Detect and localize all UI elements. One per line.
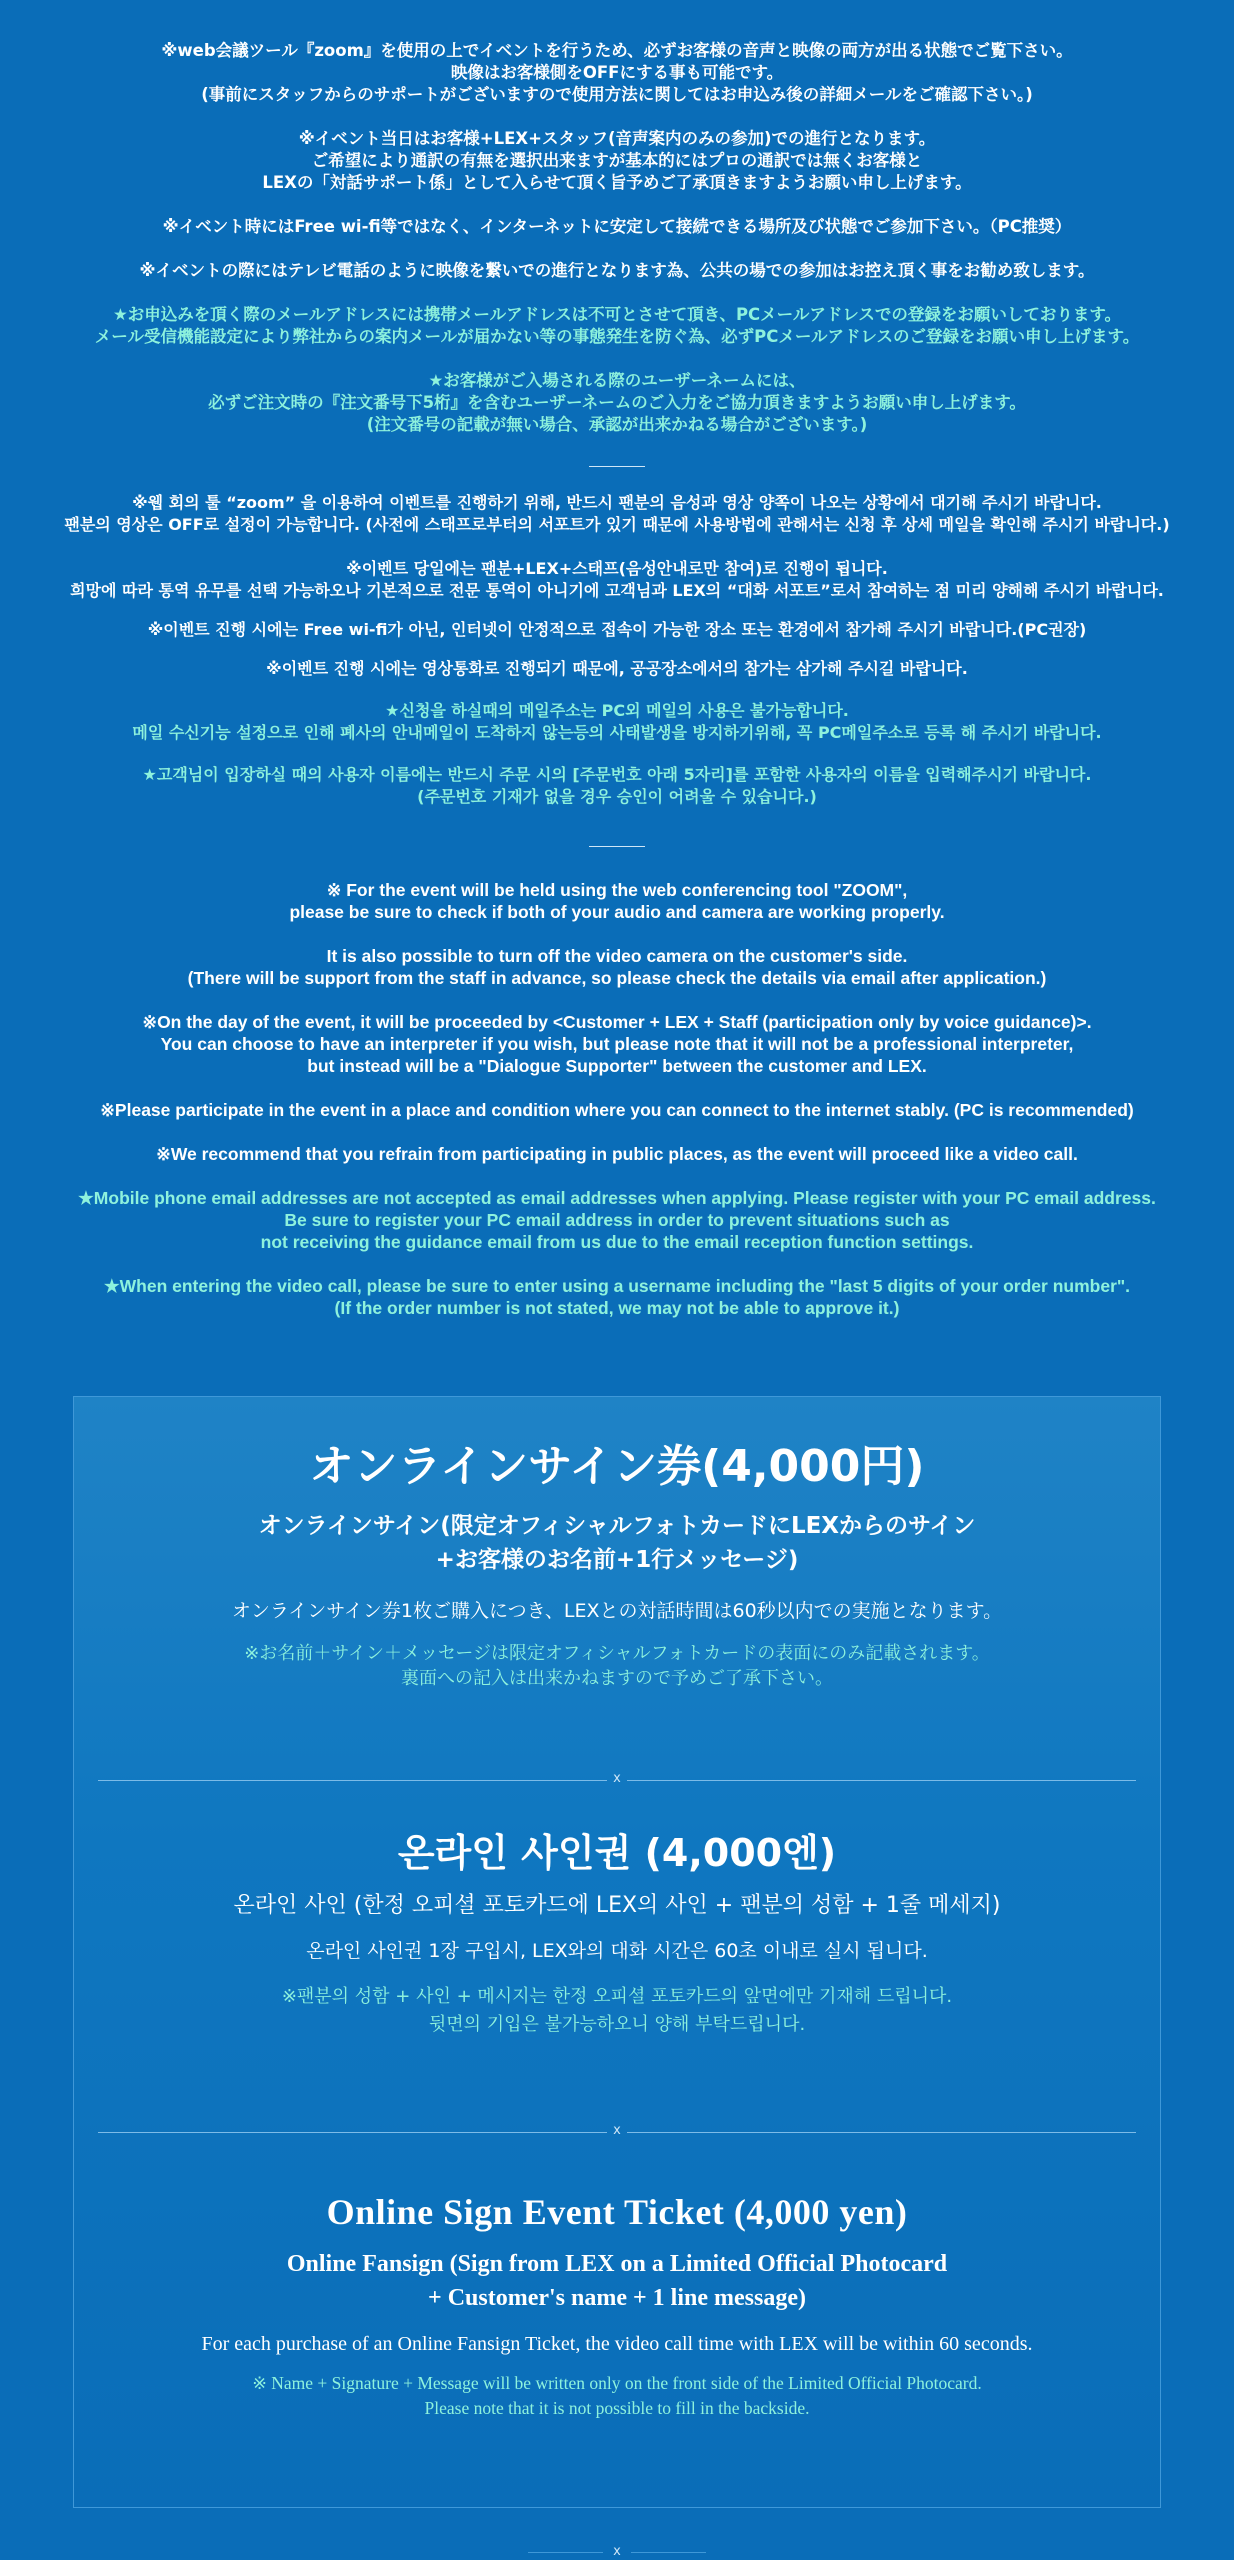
section-divider <box>589 846 645 847</box>
separator-line <box>627 2132 1136 2133</box>
note-line: 뒷면의 기입은 불가능하오니 양해 부탁드립니다. <box>428 2014 806 2035</box>
notices-english <box>0 879 1234 1319</box>
notice-en-2 <box>0 945 1234 989</box>
notice-line: ※We recommend that you refrain from participating in public places, as the event will proceed like a video call. <box>156 1144 1078 1164</box>
notice-line: ※イベントの際にはテレビ電話のように映像を繋いでの進行となります為、公共の場での参加はお控え頂く事をお勧め致します。 <box>139 261 1095 280</box>
notices-korean <box>0 492 1234 808</box>
notice-ko-1 <box>0 492 1234 536</box>
notice-ko-3 <box>0 619 1234 641</box>
separator-mark: x <box>613 2123 621 2138</box>
notice-line: 희망에 따라 통역 유무를 선택 가능하오나 기본적으로 전문 통역이 아니기에 고객님과 LEX의 “대화 서포트”로서 참여하는 점 미리 양해해 주시기 바랍니다. <box>70 581 1164 600</box>
notice-en-5 <box>0 1143 1234 1165</box>
notice-line: please be sure to check if both of your audio and camera are working properly. <box>289 902 945 922</box>
separator-line <box>631 2552 706 2553</box>
notice-line: 메일 수신기능 설정으로 인해 폐사의 안내메일이 도착하지 않는등의 사태발생을 방지하기위해, 꼭 PC메일주소로 등록 해 주시기 바랍니다. <box>132 723 1102 742</box>
bottom-separator <box>0 2544 1234 2558</box>
notice-line: (If the order number is not stated, we may not be able to approve it.) <box>334 1298 900 1318</box>
notice-line: but instead will be a "Dialogue Supporter" between the customer and LEX. <box>307 1056 927 1076</box>
notice-line: メール受信機能設定により弊社からの案内メールが届かない等の事態発生を防ぐ為、必ずPCメールアドレスのご登録をお願い申し上げます。 <box>94 327 1140 346</box>
notice-line: 팬분의 영상은 OFF로 설정이 가능합니다. (사전에 스태프로부터의 서포트가 있기 때문에 사용방법에 관해서는 신청 후 상세 메일을 확인해 주시기 바랍니다.) <box>64 515 1170 534</box>
notice-en-6 <box>0 1187 1234 1253</box>
notice-line: ご希望により通訳の有無を選択出来ますが基本的にはプロの通訳では無くお客様と <box>311 151 923 170</box>
ticket-card <box>73 1396 1161 2508</box>
notice-en-7 <box>0 1275 1234 1319</box>
subtitle-line: +お客様のお名前+1行メッセージ) <box>435 1547 799 1573</box>
notice-line: (There will be support from the staff in advance, so please check the details via email after application.) <box>187 968 1047 988</box>
ticket-jp-note <box>74 1641 1160 1691</box>
notice-line: ★Mobile phone email addresses are not accepted as email addresses when applying. Please register with your PC email address. <box>78 1188 1156 1208</box>
notice-line: ★お客様がご入場される際のユーザーネームには、 <box>428 371 806 390</box>
notice-jp-5 <box>0 304 1234 348</box>
subtitle-line: オンラインサイン(限定オフィシャルフォトカードにLEXからのサイン <box>258 1513 976 1539</box>
notice-ko-2 <box>0 558 1234 602</box>
ticket-separator <box>98 1773 1136 1787</box>
ticket-jp-detail: オンラインサイン券1枚ご購入につき、LEXとの対話時間は60秒以内での実施となります。 <box>231 1600 1003 1622</box>
notice-line: It is also possible to turn off the video camera on the customer's side. <box>326 946 908 966</box>
notice-line: (事前にスタッフからのサポートがございますので使用方法に関してはお申込み後の詳細メールをご確認下さい。) <box>201 85 1033 104</box>
ticket-jp-subtitle <box>74 1509 1160 1577</box>
notice-line: ※웹 회의 툴 “zoom” 을 이용하여 이벤트를 진행하기 위해, 반드시 팬분의 음성과 영상 양쪽이 나오는 상황에서 대기해 주시기 바랍니다. <box>132 493 1102 512</box>
ticket-en-title: Online Sign Event Ticket (4,000 yen) <box>326 2192 908 2232</box>
separator-mark: x <box>613 2544 621 2559</box>
separator-line <box>627 1780 1136 1781</box>
notice-line: (注文番号の記載が無い場合、承認が出来かねる場合がございます。) <box>366 415 868 434</box>
notice-line: ★신청을 하실때의 메일주소는 PC외 메일의 사용은 불가능합니다. <box>385 701 849 720</box>
notice-en-4 <box>0 1099 1234 1121</box>
notice-line: Be sure to register your PC email address in order to prevent situations such as <box>284 1210 950 1230</box>
notice-line: ※On the day of the event, it will be proceeded by <Customer + LEX + Staff (participation only by voice guidance)>. <box>142 1012 1092 1032</box>
notice-line: ★お申込みを頂く際のメールアドレスには携帯メールアドレスは不可とさせて頂き、PCメールアドレスでの登録をお願いしております。 <box>112 305 1122 324</box>
notice-en-1 <box>0 879 1234 923</box>
note-line: 裏面への記入は出来かねますので予めご了承下さい。 <box>401 1668 833 1689</box>
ticket-separator <box>98 2125 1136 2139</box>
separator-mark: x <box>613 1771 621 1786</box>
notice-ko-6 <box>0 764 1234 808</box>
subtitle-line: + Customer's name + 1 line message) <box>428 2285 806 2311</box>
ticket-ko <box>74 1827 1160 2039</box>
separator-line <box>98 1780 607 1781</box>
notice-line: ※ For the event will be held using the web conferencing tool "ZOOM", <box>326 880 908 900</box>
note-line: ※팬분의 성함 + 사인 + 메시지는 한정 오피셜 포토카드의 앞면에만 기재해 드립니다. <box>281 1986 953 2007</box>
notice-line: ※Please participate in the event in a place and condition where you can connect to the internet stably. (PC is recommended) <box>100 1100 1134 1120</box>
ticket-en-subtitle <box>74 2247 1160 2315</box>
notice-line: ※イベント時にはFree wi-fi等ではなく、インターネットに安定して接続できる場所及び状態でご参加下さい。（PC推奨） <box>162 217 1072 236</box>
notice-line: You can choose to have an interpreter if you wish, but please note that it will not be a professional interpreter, <box>160 1034 1074 1054</box>
notice-line: not receiving the guidance email from us due to the email reception function settings. <box>260 1232 974 1252</box>
notice-line: ★When entering the video call, please be sure to enter using a username including the "last 5 digits of your order number". <box>103 1276 1131 1296</box>
notice-line: ※이벤트 진행 시에는 영상통화로 진행되기 때문에, 공공장소에서의 참가는 삼가해 주시길 바랍니다. <box>266 659 968 678</box>
notices-japanese <box>0 40 1234 436</box>
subtitle-line: Online Fansign (Sign from LEX on a Limited Official Photocard <box>286 2251 948 2277</box>
ticket-jp-title: オンラインサイン券(4,000円) <box>309 1441 925 1492</box>
notice-line: ※イベント当日はお客様+LEX+スタッフ(音声案内のみの参加)での進行となります。 <box>298 129 936 148</box>
ticket-jp <box>74 1439 1160 1691</box>
notice-jp-6 <box>0 370 1234 436</box>
ticket-en-detail: For each purchase of an Online Fansign Ticket, the video call time with LEX will be within 60 seconds. <box>201 2333 1033 2355</box>
notice-line: ※이벤트 당일에는 팬분+LEX+스태프(음성안내로만 참여)로 진행이 됩니다. <box>346 559 888 578</box>
separator-line <box>528 2552 603 2553</box>
notice-line: ★고객님이 입장하실 때의 사용자 이름에는 반드시 주문 시의 [주문번호 아래 5자리]를 포함한 사용자의 이름을 입력해주시기 바랍니다. <box>142 765 1092 784</box>
separator-line <box>98 2132 607 2133</box>
notice-line: ※web会議ツール『zoom』を使用の上でイベントを行うため、必ずお客様の音声と映像の両方が出る状態でご覧下さい。 <box>161 41 1073 60</box>
notice-jp-4 <box>0 260 1234 282</box>
notice-jp-1 <box>0 40 1234 106</box>
notice-line: LEXの「対話サポート係」として入らせて頂く旨予めご了承頂きますようお願い申し上げます。 <box>262 173 972 192</box>
notice-line: 映像はお客様側をOFFにする事も可能です。 <box>450 63 784 82</box>
notice-en-3 <box>0 1011 1234 1077</box>
notice-jp-2 <box>0 128 1234 194</box>
note-line: ※お名前＋サイン＋メッセージは限定オフィシャルフォトカードの表面にのみ記載されます。 <box>244 1643 990 1664</box>
ticket-ko-subtitle: 온라인 사인 (한정 오피셜 포토카드에 LEX의 사인 + 팬분의 성함 + 1줄 메세지) <box>233 1893 1001 1918</box>
notice-jp-3 <box>0 216 1234 238</box>
notice-ko-5 <box>0 700 1234 744</box>
section-divider <box>589 466 645 467</box>
ticket-ko-title: 온라인 사인권 (4,000엔) <box>397 1831 837 1875</box>
notice-line: 必ずご注文時の『注文番号下5桁』を含むユーザーネームのご入力をご協力頂きますようお願い申し上げます。 <box>208 393 1026 412</box>
ticket-ko-note <box>74 1983 1160 2039</box>
notice-ko-4 <box>0 658 1234 680</box>
ticket-en <box>74 2189 1160 2421</box>
notice-line: ※이벤트 진행 시에는 Free wi-fi가 아닌, 인터넷이 안정적으로 접속이 가능한 장소 또는 환경에서 참가해 주시기 바랍니다.(PC권장) <box>147 620 1087 639</box>
note-line: Please note that it is not possible to fill in the backside. <box>424 2398 810 2418</box>
ticket-en-note <box>74 2371 1160 2421</box>
ticket-ko-detail: 온라인 사인권 1장 구입시, LEX와의 대화 시간은 60초 이내로 실시 됩니다. <box>306 1940 928 1962</box>
notice-line: (주문번호 기재가 없을 경우 승인이 어려울 수 있습니다.) <box>417 787 817 806</box>
note-line: ※ Name + Signature + Message will be written only on the front side of the Limited Official Photocard. <box>252 2373 982 2393</box>
